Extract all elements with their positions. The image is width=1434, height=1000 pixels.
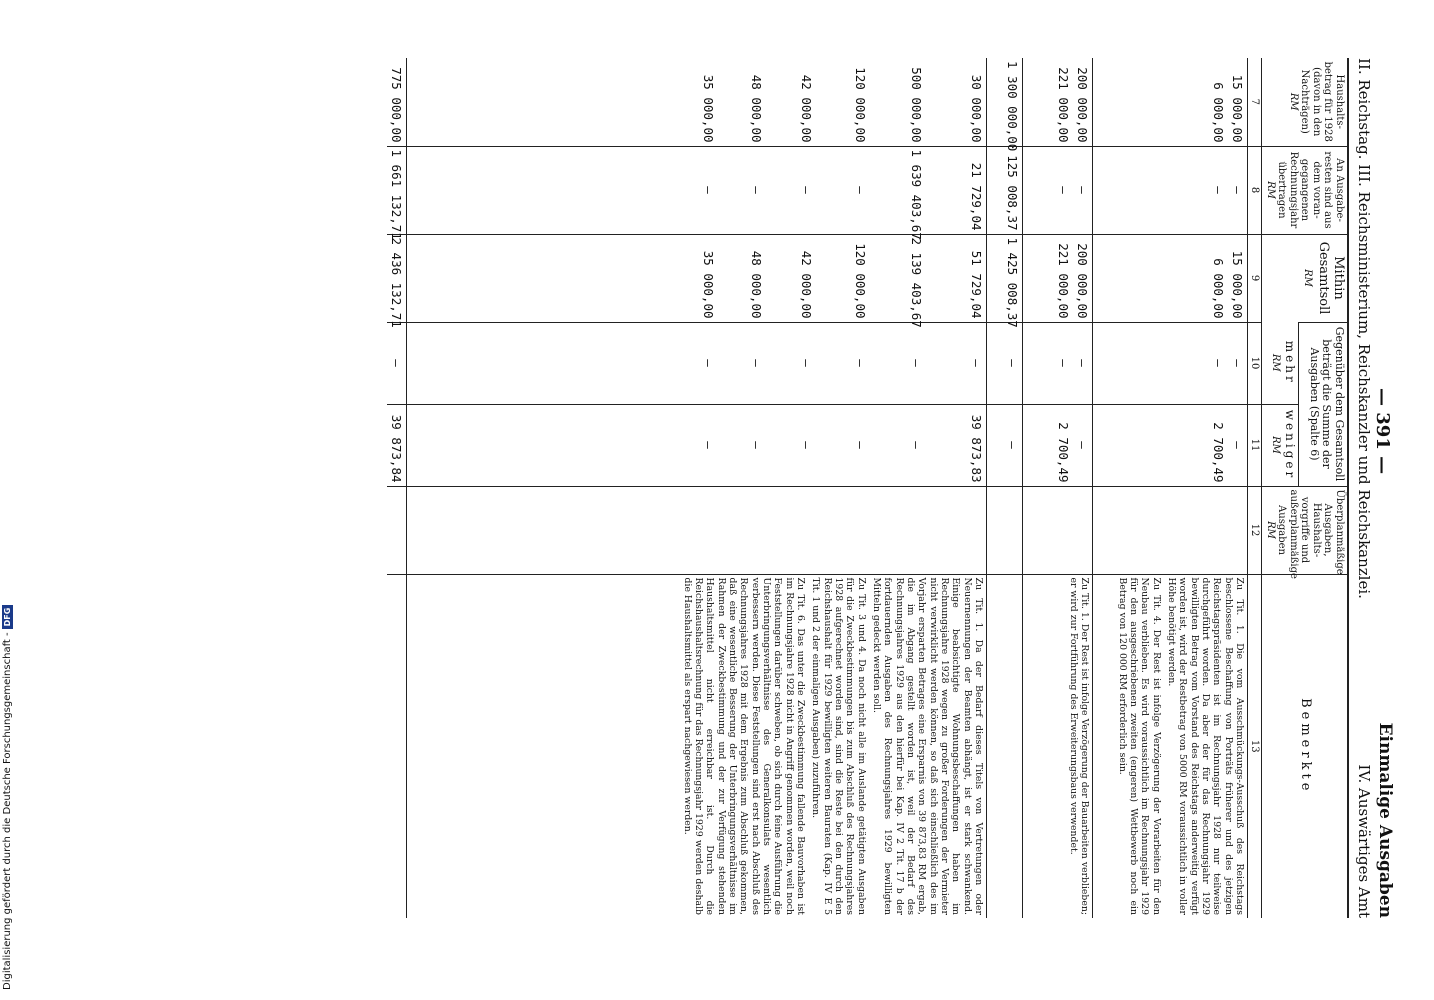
remark-paragraph: Zu Tit. 3 und 4. Da noch nicht alle im Auslande getätigten Ausgaben für die Zweckbestimmungen bis zum Abschluß des Rechnungsjahres 1928 aufgerechnet worden sind, sind die Reste bei den durch den Reichshaushalt für 1929 bewilligten weiteren Bauraten (Kap. IV E 5 Tit. 1 und 2 der einmaligen Ausgaben) zuzuführen. (810, 577, 867, 915)
budget-table (387, 58, 1349, 918)
section-col9: 51 729,04 2 139 403,67 120 000,00 42 000,00 48 000,00 35 000,00 (407, 234, 987, 322)
remark-cell (1093, 574, 1248, 918)
remark-paragraph: Zu Tit. 6. Das unter die Zweckbestimmung fallende Bauvorhaben ist im Rechnungsjahre 1928 nicht in Angriff genommen worden, weil noch Feststellungen darüber schweben, ob sich durch feine Ausführung die Unterbringungsverhältnisse des Generalkonsulats wesentlich verbessern werden. Diese Feststellungen sind erst nach Abschluß des Rechnungsjahres 1928 mit dem Ergebnis zum Abschluß gekommen, daß eine wesentliche Besserung der Unterbringungsverhältnisse im Rahmen der Zweckbestimmung und der zur Verfügung stehenden Haushaltsmittel nicht erreichbar ist. Durch die Reichshaushaltsrechnung für das Rechnungsjahr 1929 werden deshalb die Haushaltsmittel als erspart nachgewiesen werden. (681, 577, 807, 915)
col-header-8: An Ausgabe-resten sind aus dem voran-gegangenen Rechnungsjahr übertragen RM (1262, 146, 1348, 234)
totals-row (387, 58, 407, 918)
col-header-9: Mithin Gesamtsoll RM (1262, 234, 1348, 322)
rotated-page (75, 58, 1395, 918)
section-col11: — 2 700,49 (1023, 404, 1093, 486)
table-section (987, 58, 1023, 918)
col-header-10: mehr RM (1262, 322, 1299, 404)
section-col7: 1 300 000,00 (987, 58, 1023, 146)
col-number-11: 11 (1248, 404, 1263, 486)
remark-paragraph: Zu Tit. 1. Die vom Ausschmückungs-Ausschuß des Reichstags beschlossene Beschaffung von Porträts früherer und des jetzigen Reichstagspräsidenten ist im Rechnungsjahr 1928 nur teilweise durchgeführt worden. Da aber der für das Rechnungsjahr 1929 bewilligten Betrag vom Vorstand des Reichstags anderweitig verfügt worden ist, wird der Restbetrag von 5000 RM voraussichtlich in voller Höhe benötigt werden. (1166, 577, 1245, 915)
section-col8: 125 008,37 (987, 146, 1023, 234)
section-col12 (987, 486, 1023, 574)
section-col8: — — (1023, 146, 1093, 234)
total-col11: 39 873,84 (387, 404, 407, 486)
section-col12 (407, 486, 987, 574)
remark-cell (407, 574, 987, 918)
remark-paragraph: Zu Tit. 4. Der Rest ist infolge Verzögerung der Vorarbeiten für den Neubau verblieben. Es wird voraussichtlich im Rechnungsjahr 1929 für den ausgeschriebenen zweiten (engeren) Wettbewerb noch ein Betrag von 120 000 RM erforderlich sein. (1116, 577, 1162, 915)
col-number-9: 9 (1248, 234, 1263, 322)
col-number-8: 8 (1248, 146, 1263, 234)
col-header-11: weniger RM (1262, 404, 1299, 486)
remark-cell (987, 574, 1023, 918)
col-number-13: 13 (1248, 574, 1263, 918)
col-number-10: 10 (1248, 322, 1263, 404)
dfg-logo: DFG (2, 605, 13, 630)
section-col12 (1093, 486, 1248, 574)
col-header-12: Überplanmäßige Ausgaben, Haushalts-vorgriffe und außerplanmäßige Ausgaben RM (1262, 486, 1348, 574)
digitization-footer (2, 605, 13, 990)
remark-paragraph: Zu Tit. 1. Der Rest ist infolge Verzögerung der Bauarbeiten verblieben; er wird zur Fortführung des Erweiterungsbaus verwendet. (1067, 577, 1090, 915)
col-header-13: Bemerkte (1262, 574, 1348, 918)
total-col8: 1 661 132,71 (387, 146, 407, 234)
col-number-7: 7 (1248, 58, 1263, 146)
section-col7: 200 000,00 221 000,00 (1023, 58, 1093, 146)
section-col11: — 2 700,49 (1093, 404, 1248, 486)
section-col7: 15 000,00 6 000,00 (1093, 58, 1248, 146)
section-col7: 30 000,00 500 000,00 120 000,00 42 000,00 48 000,00 35 000,00 (407, 58, 987, 146)
total-col9: 2 436 132,71 (387, 234, 407, 322)
footer-text: Digitalisierung gefördert durch die Deutsche Forschungsgemeinschaft - (2, 632, 13, 990)
col-number-12: 12 (1248, 486, 1263, 574)
col-header-7: Haushalts-betrag für 1928 (davon in den Nachträgen) RM (1262, 58, 1348, 146)
running-title: Einmalige Ausgaben (1375, 722, 1395, 918)
section-col10: — (987, 322, 1023, 404)
table-section (1023, 58, 1093, 918)
section-col10: — — — — — — (407, 322, 987, 404)
section-col12 (1023, 486, 1093, 574)
total-col7: 775 000,00 (389, 67, 404, 143)
total-col10: — (387, 322, 407, 404)
section-col9: 15 000,00 6 000,00 (1093, 234, 1248, 322)
remark-cell (1023, 574, 1093, 918)
section-col9: 1 425 008,37 (987, 234, 1023, 322)
total-col12 (387, 486, 407, 574)
chapter-right: IV. Auswärtiges Amt (1355, 764, 1373, 918)
section-col9: 200 000,00 221 000,00 (1023, 234, 1093, 322)
table-section (407, 58, 987, 918)
page-number: — 391 — (1372, 388, 1393, 475)
total-col13 (387, 574, 407, 918)
section-col10: — — (1023, 322, 1093, 404)
page-header (1355, 58, 1395, 918)
col-header-10-11-group: Gegenüber dem Gesamtsoll beträgt die Summe der Ausgaben (Spalte 6) (1299, 322, 1348, 486)
section-col11: 39 873,83 — — — — — (407, 404, 987, 486)
section-col10: — — (1093, 322, 1248, 404)
table-section (1093, 58, 1248, 918)
section-col8: 21 729,04 1 639 403,67 — — — — (407, 146, 987, 234)
chapter-line (1355, 58, 1373, 918)
section-col11: — (987, 404, 1023, 486)
remark-paragraph: Zu Tit. 1. Da der Bedarf dieses Titels von Vertretungen oder Neuernennungen der Beamten abhängt, ist er stark schwankend. Einige beabsichtigte Wohnungsbeschaffungen haben im Rechnungsjahre 1928 wegen zu großer Forderungen der Vermieter nicht verwirklicht werden können, so daß sich einschließlich des im Vorjahr ersparten Betrages eine Ersparnis von 39 873,83 RM ergab, die im Abgang gestellt worden ist, weil der Bedarf des Rechnungsjahres 1929 aus den hierfür bei Kap. IV 2 Tit. 17 b der fortdauernden Ausgaben des Rechnungsjahres 1929 bewilligten Mitteln gedeckt werden soll. (871, 577, 984, 915)
chapter-left: II. Reichstag. III. Reichsministerium, Reichskanzler und Reichskanzlei. (1355, 58, 1373, 599)
section-col8: — — (1093, 146, 1248, 234)
